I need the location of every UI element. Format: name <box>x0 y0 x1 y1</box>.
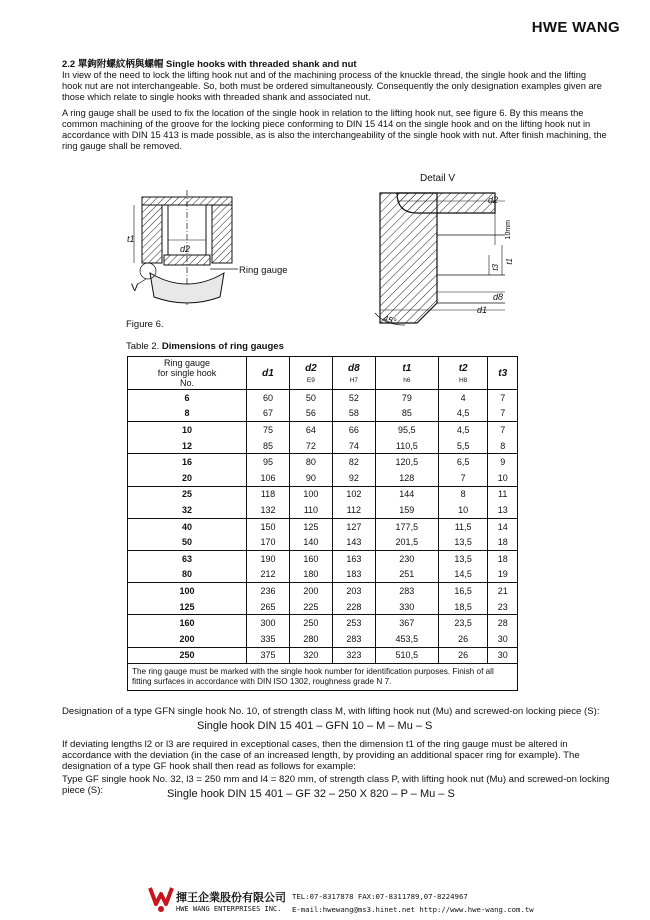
column-header: d8 H7 <box>332 357 375 390</box>
intro-paragraph: In view of the need to lock the lifting hook nut and of the machining process of the knuckle thread, the single hook and the lifting hook nut are not interchangeable. So, both must be ordered simultaneously. Consequently the only designation examples given are those which relate to single hooks with threaded shank and associated nut. <box>62 70 602 102</box>
dimension-cell: 7 <box>488 406 518 422</box>
dimension-cell: 11 <box>488 486 518 502</box>
table-caption-prefix: Table 2. <box>126 341 160 352</box>
table-row <box>128 534 518 550</box>
table-row <box>128 406 518 422</box>
dimension-cell: 225 <box>289 599 332 615</box>
dimension-cell: 75 <box>247 422 290 438</box>
dimension-cell: 9 <box>488 454 518 470</box>
dimension-cell: 23,5 <box>438 615 488 631</box>
table-row <box>128 390 518 406</box>
dimension-cell: 230 <box>375 550 438 566</box>
hook-number-cell: 25 <box>181 489 192 500</box>
hook-number-cell: 125 <box>128 599 247 615</box>
dimension-cell: 150 <box>247 518 290 534</box>
dimension-cell: 58 <box>332 406 375 422</box>
dimension-cell: 330 <box>375 599 438 615</box>
hook-number-cell: 10 <box>181 424 192 435</box>
dimension-cell: 125 <box>289 518 332 534</box>
dimension-cell: 95 <box>247 454 290 470</box>
table-note: The ring gauge must be marked with the single hook number for identification purposes. Finish of all fitting surfaces in accordance with DIN ISO 1302, roughness grade N 7. <box>128 664 518 691</box>
dimension-cell: 4 <box>438 390 488 406</box>
dimension-cell: 11,5 <box>438 518 488 534</box>
dimension-cell: 60 <box>247 390 290 406</box>
table-row <box>128 615 518 631</box>
detail-d8-label: d8 <box>493 292 504 302</box>
hook-number-cell: 40 <box>181 521 192 532</box>
dimension-cell: 19 <box>488 567 518 583</box>
dimension-cell: 510,5 <box>375 647 438 664</box>
table-row <box>128 567 518 583</box>
dimension-cell: 72 <box>289 438 332 454</box>
dimension-cell: 8 <box>488 438 518 454</box>
company-logo-icon <box>148 884 174 914</box>
dimension-cell: 4,5 <box>438 422 488 438</box>
table-row <box>128 486 518 502</box>
dimension-cell: 6,5 <box>438 454 488 470</box>
table-row <box>128 583 518 599</box>
detail-t3-label: t3 <box>491 264 500 271</box>
hook-number-cell: 16 <box>181 457 192 468</box>
dimension-cell: 4,5 <box>438 406 488 422</box>
dimension-cell: 106 <box>247 470 290 486</box>
dimension-cell: 67 <box>247 406 290 422</box>
dimension-cell: 128 <box>375 470 438 486</box>
hook-number-cell: 100 <box>179 585 195 596</box>
hook-number-cell: 63 <box>181 553 192 564</box>
ring-gauge-label: Ring gauge <box>239 265 288 276</box>
column-header: t3 <box>488 357 518 390</box>
dimension-cell: 23 <box>488 599 518 615</box>
dimension-cell: 90 <box>289 470 332 486</box>
company-name-zh: 揮王企業股份有限公司 <box>176 892 286 904</box>
dimension-cell: 18 <box>488 534 518 550</box>
dimension-cell: 79 <box>375 390 438 406</box>
dimension-cell: 180 <box>289 567 332 583</box>
dimension-cell: 265 <box>247 599 290 615</box>
table-row <box>128 502 518 518</box>
dimension-cell: 251 <box>375 567 438 583</box>
table-header-row <box>128 357 518 390</box>
designation-text-3: Type GF single hook No. 32, l3 = 250 mm and l4 = 820 mm, of strength class P, with lifting hook nut (Mu) and screwed-on locking piece (S): <box>62 774 610 796</box>
dimension-cell: 18,5 <box>438 599 488 615</box>
dimension-cell: 140 <box>289 534 332 550</box>
hook-number-cell: 8 <box>128 406 247 422</box>
dimension-cell: 236 <box>247 583 290 599</box>
dim-t1-label: t1 <box>127 234 135 244</box>
dimension-cell: 190 <box>247 550 290 566</box>
detail-d2-label: d2 <box>488 195 499 205</box>
dimension-cell: 144 <box>375 486 438 502</box>
ring-gauge-paragraph: A ring gauge shall be used to fix the location of the single hook in relation to the lifting hook nut, see figure 6. By this means the common machining of the groove for the locking piece conforming to DIN 15 414 on the single hook and on the lifting hook nut in accordance with DIN 15 413 is made possible, as is also the interchangeability of the single hook with nut. After finish machining, the ring gauge shall be removed. <box>62 108 607 151</box>
dimension-cell: 7 <box>438 470 488 486</box>
section-title: 2.2 單鉤附螺紋柄與螺帽 Single hooks with threaded shank and nut <box>62 59 357 70</box>
table-row <box>128 454 518 470</box>
dimension-cell: 21 <box>488 583 518 599</box>
detail-angle-label: 45° <box>381 312 398 328</box>
detail-v-label: Detail V <box>420 173 456 184</box>
dimension-cell: 203 <box>332 583 375 599</box>
dimension-cell: 5,5 <box>438 438 488 454</box>
table-row <box>128 550 518 566</box>
dimension-cell: 80 <box>289 454 332 470</box>
dimension-cell: 28 <box>488 615 518 631</box>
hook-number-cell: 12 <box>128 438 247 454</box>
dimension-cell: 283 <box>332 631 375 647</box>
table-row <box>128 422 518 438</box>
view-v-label: V <box>131 282 139 294</box>
dimension-cell: 50 <box>289 390 332 406</box>
dimension-cell: 300 <box>247 615 290 631</box>
dimension-cell: 453,5 <box>375 631 438 647</box>
column-header: Ring gauge for single hook No. <box>128 357 247 390</box>
brand-logo-text: HWE WANG <box>531 19 620 36</box>
dimension-cell: 7 <box>488 422 518 438</box>
dimension-cell: 8 <box>438 486 488 502</box>
table-row <box>128 599 518 615</box>
dimension-cell: 85 <box>247 438 290 454</box>
dimension-cell: 212 <box>247 567 290 583</box>
dimension-cell: 10 <box>438 502 488 518</box>
dimension-cell: 143 <box>332 534 375 550</box>
dimension-cell: 170 <box>247 534 290 550</box>
dimension-cell: 64 <box>289 422 332 438</box>
dimension-cell: 335 <box>247 631 290 647</box>
dimension-cell: 127 <box>332 518 375 534</box>
dimension-cell: 13,5 <box>438 534 488 550</box>
dimension-cell: 100 <box>289 486 332 502</box>
table-body <box>128 390 518 664</box>
dimension-cell: 110 <box>289 502 332 518</box>
dimension-cell: 52 <box>332 390 375 406</box>
hook-number-cell: 200 <box>128 631 247 647</box>
dimension-cell: 30 <box>488 647 518 664</box>
detail-t1-label: t1 <box>505 258 514 265</box>
dimension-cell: 280 <box>289 631 332 647</box>
column-header: d1 <box>247 357 290 390</box>
dimension-cell: 250 <box>289 615 332 631</box>
dimension-cell: 26 <box>438 647 488 664</box>
dimension-cell: 16,5 <box>438 583 488 599</box>
dimension-cell: 163 <box>332 550 375 566</box>
dimension-cell: 85 <box>375 406 438 422</box>
hook-number-cell: 250 <box>128 647 247 664</box>
dimension-cell: 18 <box>488 550 518 566</box>
designation-formula-2: Single hook DIN 15 401 – GF 32 – 250 X 820 – P – Mu – S <box>167 788 455 800</box>
dimension-cell: 26 <box>438 631 488 647</box>
dimension-cell: 95,5 <box>375 422 438 438</box>
dimension-cell: 56 <box>289 406 332 422</box>
company-phone-fax: TEL:07-8317878 FAX:07-8311789,07-8224967 <box>292 892 468 901</box>
dimension-cell: 183 <box>332 567 375 583</box>
dimension-cell: 82 <box>332 454 375 470</box>
dimension-cell: 110,5 <box>375 438 438 454</box>
dimension-cell: 177,5 <box>375 518 438 534</box>
hook-number-cell: 6 <box>184 392 190 403</box>
table-caption-title: Dimensions of ring gauges <box>161 341 284 352</box>
dimension-cell: 92 <box>332 470 375 486</box>
column-header: t2 H8 <box>438 357 488 390</box>
dimension-cell: 10 <box>488 470 518 486</box>
dimension-cell: 228 <box>332 599 375 615</box>
figure-6-drawing <box>120 185 280 315</box>
column-header: d2 E9 <box>289 357 332 390</box>
dimension-cell: 201,5 <box>375 534 438 550</box>
table-row <box>128 438 518 454</box>
hook-number-cell: 50 <box>128 534 247 550</box>
dimension-cell: 132 <box>247 502 290 518</box>
hook-number-cell: 20 <box>128 470 247 486</box>
dimension-cell: 375 <box>247 647 290 664</box>
dimension-cell: 14,5 <box>438 567 488 583</box>
dimension-cell: 367 <box>375 615 438 631</box>
company-email-web: E-mail:hwewang@ms3.hinet.net http://www.hwe-wang.com.tw <box>292 905 534 914</box>
hook-number-cell: 32 <box>128 502 247 518</box>
dimension-cell: 74 <box>332 438 375 454</box>
figure-caption: Figure 6. <box>126 319 164 330</box>
detail-v-drawing <box>365 185 525 335</box>
table-caption <box>126 341 284 352</box>
dimension-cell: 120,5 <box>375 454 438 470</box>
detail-d1-label: d1 <box>477 305 488 315</box>
table-row <box>128 470 518 486</box>
table-row <box>128 631 518 647</box>
designation-text-2: If deviating lengths l2 or l3 are required in exceptional cases, then the dimension t1 of the ring gauge must be altered in accordance with the deviation (in the case of an increased length, by providing an additional spacer ring for example). The designation of a type GF hook shall then read as follows for example: <box>62 739 580 772</box>
hook-number-cell: 80 <box>128 567 247 583</box>
dimension-cell: 118 <box>247 486 290 502</box>
dimension-cell: 283 <box>375 583 438 599</box>
ring-gauge-dimensions-table <box>127 356 518 691</box>
dimension-cell: 160 <box>289 550 332 566</box>
dimension-cell: 320 <box>289 647 332 664</box>
dimension-cell: 13 <box>488 502 518 518</box>
dimension-cell: 200 <box>289 583 332 599</box>
dimension-cell: 13,5 <box>438 550 488 566</box>
company-name-en: HWE WANG ENTERPRISES INC. <box>176 905 282 913</box>
dimension-cell: 7 <box>488 390 518 406</box>
dim-d2-label: d2 <box>180 244 191 254</box>
designation-formula-1: Single hook DIN 15 401 – GFN 10 – M – Mu – S <box>197 720 433 732</box>
hook-number-cell: 160 <box>179 618 195 629</box>
dimension-cell: 14 <box>488 518 518 534</box>
dimension-cell: 66 <box>332 422 375 438</box>
dimension-cell: 253 <box>332 615 375 631</box>
dimension-cell: 112 <box>332 502 375 518</box>
table-row <box>128 647 518 664</box>
dimension-cell: 30 <box>488 631 518 647</box>
column-header: t1 h6 <box>375 357 438 390</box>
dimension-cell: 323 <box>332 647 375 664</box>
dimension-cell: 102 <box>332 486 375 502</box>
table-row <box>128 518 518 534</box>
dimension-cell: 159 <box>375 502 438 518</box>
detail-10mm-label: 10mm <box>505 220 512 240</box>
designation-text-1: Designation of a type GFN single hook No. 10, of strength class M, with lifting hook nut (Mu) and screwed-on locking piece (S): <box>62 706 600 717</box>
